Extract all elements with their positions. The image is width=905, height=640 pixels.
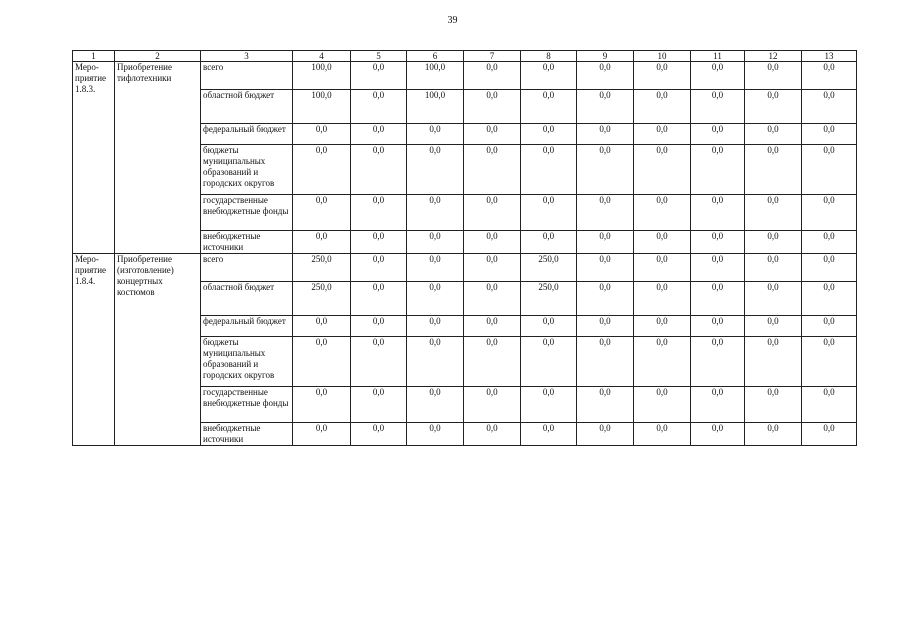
amount-cell: 0,0 bbox=[802, 337, 857, 387]
amount-cell: 0,0 bbox=[691, 316, 745, 337]
table-row bbox=[73, 254, 857, 282]
column-header: 7 bbox=[464, 51, 521, 62]
funding-source: бюджеты муниципальных образований и городских округов bbox=[201, 145, 293, 195]
amount-cell: 0,0 bbox=[464, 254, 521, 282]
amount-cell: 0,0 bbox=[407, 124, 464, 145]
amount-cell: 0,0 bbox=[351, 387, 407, 423]
measure-code: Меро- приятие 1.8.3. bbox=[73, 62, 115, 254]
amount-cell: 0,0 bbox=[745, 282, 802, 316]
column-header: 2 bbox=[115, 51, 201, 62]
amount-cell: 0,0 bbox=[351, 254, 407, 282]
amount-cell: 0,0 bbox=[464, 387, 521, 423]
amount-cell: 0,0 bbox=[745, 423, 802, 446]
funding-source: федеральный бюджет bbox=[201, 124, 293, 145]
amount-cell: 100,0 bbox=[293, 90, 351, 124]
amount-cell: 0,0 bbox=[293, 423, 351, 446]
amount-cell: 0,0 bbox=[577, 231, 634, 254]
amount-cell: 0,0 bbox=[802, 124, 857, 145]
amount-cell: 0,0 bbox=[351, 282, 407, 316]
amount-cell: 0,0 bbox=[464, 124, 521, 145]
amount-cell: 0,0 bbox=[407, 254, 464, 282]
amount-cell: 0,0 bbox=[691, 145, 745, 195]
budget-table bbox=[72, 50, 857, 446]
column-header: 9 bbox=[577, 51, 634, 62]
amount-cell: 0,0 bbox=[577, 282, 634, 316]
funding-source: областной бюджет bbox=[201, 90, 293, 124]
funding-source: областной бюджет bbox=[201, 282, 293, 316]
amount-cell: 0,0 bbox=[293, 231, 351, 254]
amount-cell: 0,0 bbox=[407, 316, 464, 337]
amount-cell: 0,0 bbox=[802, 254, 857, 282]
column-header: 8 bbox=[521, 51, 577, 62]
measure-code: Меро- приятие 1.8.4. bbox=[73, 254, 115, 446]
amount-cell: 0,0 bbox=[577, 90, 634, 124]
header-row bbox=[73, 51, 857, 62]
amount-cell: 100,0 bbox=[407, 62, 464, 90]
amount-cell: 0,0 bbox=[407, 195, 464, 231]
amount-cell: 0,0 bbox=[691, 124, 745, 145]
amount-cell: 0,0 bbox=[802, 90, 857, 124]
amount-cell: 0,0 bbox=[634, 282, 691, 316]
amount-cell: 0,0 bbox=[802, 231, 857, 254]
amount-cell: 0,0 bbox=[351, 231, 407, 254]
amount-cell: 0,0 bbox=[577, 195, 634, 231]
amount-cell: 0,0 bbox=[407, 282, 464, 316]
amount-cell: 0,0 bbox=[634, 195, 691, 231]
amount-cell: 250,0 bbox=[293, 254, 351, 282]
page-number: 39 bbox=[447, 15, 458, 26]
amount-cell: 0,0 bbox=[634, 337, 691, 387]
measure-title: Приобретение тифлотехники bbox=[115, 62, 201, 254]
amount-cell: 0,0 bbox=[464, 145, 521, 195]
amount-cell: 0,0 bbox=[464, 337, 521, 387]
column-header: 11 bbox=[691, 51, 745, 62]
amount-cell: 100,0 bbox=[407, 90, 464, 124]
amount-cell: 0,0 bbox=[691, 387, 745, 423]
amount-cell: 0,0 bbox=[691, 423, 745, 446]
amount-cell: 0,0 bbox=[577, 145, 634, 195]
amount-cell: 0,0 bbox=[691, 282, 745, 316]
amount-cell: 0,0 bbox=[521, 337, 577, 387]
funding-source: внебюджетные источники bbox=[201, 231, 293, 254]
amount-cell: 0,0 bbox=[745, 231, 802, 254]
funding-source: государственные внебюджетные фонды bbox=[201, 195, 293, 231]
amount-cell: 0,0 bbox=[634, 90, 691, 124]
amount-cell: 0,0 bbox=[351, 145, 407, 195]
amount-cell: 0,0 bbox=[293, 124, 351, 145]
amount-cell: 0,0 bbox=[802, 423, 857, 446]
amount-cell: 0,0 bbox=[293, 195, 351, 231]
amount-cell: 0,0 bbox=[634, 254, 691, 282]
amount-cell: 0,0 bbox=[634, 316, 691, 337]
column-header: 13 bbox=[802, 51, 857, 62]
amount-cell: 0,0 bbox=[691, 62, 745, 90]
amount-cell: 0,0 bbox=[634, 423, 691, 446]
amount-cell: 0,0 bbox=[745, 62, 802, 90]
measure-title: Приобретение (изготовление) концертных костюмов bbox=[115, 254, 201, 446]
amount-cell: 0,0 bbox=[802, 145, 857, 195]
column-header: 6 bbox=[407, 51, 464, 62]
amount-cell: 0,0 bbox=[351, 337, 407, 387]
amount-cell: 0,0 bbox=[577, 254, 634, 282]
amount-cell: 0,0 bbox=[521, 316, 577, 337]
amount-cell: 0,0 bbox=[577, 316, 634, 337]
funding-source: федеральный бюджет bbox=[201, 316, 293, 337]
amount-cell: 0,0 bbox=[407, 423, 464, 446]
amount-cell: 0,0 bbox=[293, 316, 351, 337]
column-header: 4 bbox=[293, 51, 351, 62]
amount-cell: 0,0 bbox=[464, 316, 521, 337]
amount-cell: 0,0 bbox=[407, 145, 464, 195]
amount-cell: 0,0 bbox=[634, 124, 691, 145]
funding-source: государственные внебюджетные фонды bbox=[201, 387, 293, 423]
amount-cell: 0,0 bbox=[634, 62, 691, 90]
amount-cell: 0,0 bbox=[577, 124, 634, 145]
amount-cell: 0,0 bbox=[407, 387, 464, 423]
amount-cell: 0,0 bbox=[521, 195, 577, 231]
amount-cell: 0,0 bbox=[464, 90, 521, 124]
amount-cell: 0,0 bbox=[745, 337, 802, 387]
column-header: 1 bbox=[73, 51, 115, 62]
column-header: 12 bbox=[745, 51, 802, 62]
amount-cell: 0,0 bbox=[634, 231, 691, 254]
amount-cell: 0,0 bbox=[745, 387, 802, 423]
amount-cell: 0,0 bbox=[745, 124, 802, 145]
amount-cell: 0,0 bbox=[802, 387, 857, 423]
amount-cell: 0,0 bbox=[802, 282, 857, 316]
amount-cell: 0,0 bbox=[351, 90, 407, 124]
amount-cell: 0,0 bbox=[745, 195, 802, 231]
amount-cell: 0,0 bbox=[634, 387, 691, 423]
amount-cell: 0,0 bbox=[464, 282, 521, 316]
amount-cell: 0,0 bbox=[464, 62, 521, 90]
amount-cell: 0,0 bbox=[521, 231, 577, 254]
amount-cell: 0,0 bbox=[521, 423, 577, 446]
amount-cell: 0,0 bbox=[407, 231, 464, 254]
amount-cell: 0,0 bbox=[577, 62, 634, 90]
funding-source: внебюджетные источники bbox=[201, 423, 293, 446]
amount-cell: 0,0 bbox=[634, 145, 691, 195]
amount-cell: 0,0 bbox=[351, 316, 407, 337]
amount-cell: 0,0 bbox=[802, 62, 857, 90]
amount-cell: 0,0 bbox=[745, 145, 802, 195]
amount-cell: 0,0 bbox=[577, 423, 634, 446]
amount-cell: 0,0 bbox=[464, 231, 521, 254]
funding-source: бюджеты муниципальных образований и городских округов bbox=[201, 337, 293, 387]
amount-cell: 0,0 bbox=[745, 90, 802, 124]
amount-cell: 0,0 bbox=[521, 124, 577, 145]
amount-cell: 100,0 bbox=[293, 62, 351, 90]
amount-cell: 0,0 bbox=[464, 423, 521, 446]
amount-cell: 0,0 bbox=[802, 316, 857, 337]
amount-cell: 0,0 bbox=[691, 231, 745, 254]
amount-cell: 0,0 bbox=[351, 62, 407, 90]
amount-cell: 0,0 bbox=[464, 195, 521, 231]
amount-cell: 0,0 bbox=[577, 337, 634, 387]
amount-cell: 250,0 bbox=[521, 254, 577, 282]
amount-cell: 250,0 bbox=[293, 282, 351, 316]
amount-cell: 0,0 bbox=[293, 337, 351, 387]
amount-cell: 0,0 bbox=[745, 254, 802, 282]
amount-cell: 0,0 bbox=[521, 62, 577, 90]
amount-cell: 0,0 bbox=[293, 145, 351, 195]
amount-cell: 0,0 bbox=[293, 387, 351, 423]
amount-cell: 0,0 bbox=[577, 387, 634, 423]
amount-cell: 0,0 bbox=[351, 423, 407, 446]
amount-cell: 0,0 bbox=[691, 337, 745, 387]
amount-cell: 0,0 bbox=[521, 90, 577, 124]
amount-cell: 250,0 bbox=[521, 282, 577, 316]
column-header: 5 bbox=[351, 51, 407, 62]
amount-cell: 0,0 bbox=[521, 387, 577, 423]
funding-source: всего bbox=[201, 62, 293, 90]
column-header: 3 bbox=[201, 51, 293, 62]
amount-cell: 0,0 bbox=[691, 254, 745, 282]
amount-cell: 0,0 bbox=[691, 90, 745, 124]
amount-cell: 0,0 bbox=[351, 124, 407, 145]
amount-cell: 0,0 bbox=[745, 316, 802, 337]
amount-cell: 0,0 bbox=[407, 337, 464, 387]
amount-cell: 0,0 bbox=[691, 195, 745, 231]
amount-cell: 0,0 bbox=[521, 145, 577, 195]
column-header: 10 bbox=[634, 51, 691, 62]
table-row bbox=[73, 62, 857, 90]
funding-source: всего bbox=[201, 254, 293, 282]
amount-cell: 0,0 bbox=[351, 195, 407, 231]
amount-cell: 0,0 bbox=[802, 195, 857, 231]
